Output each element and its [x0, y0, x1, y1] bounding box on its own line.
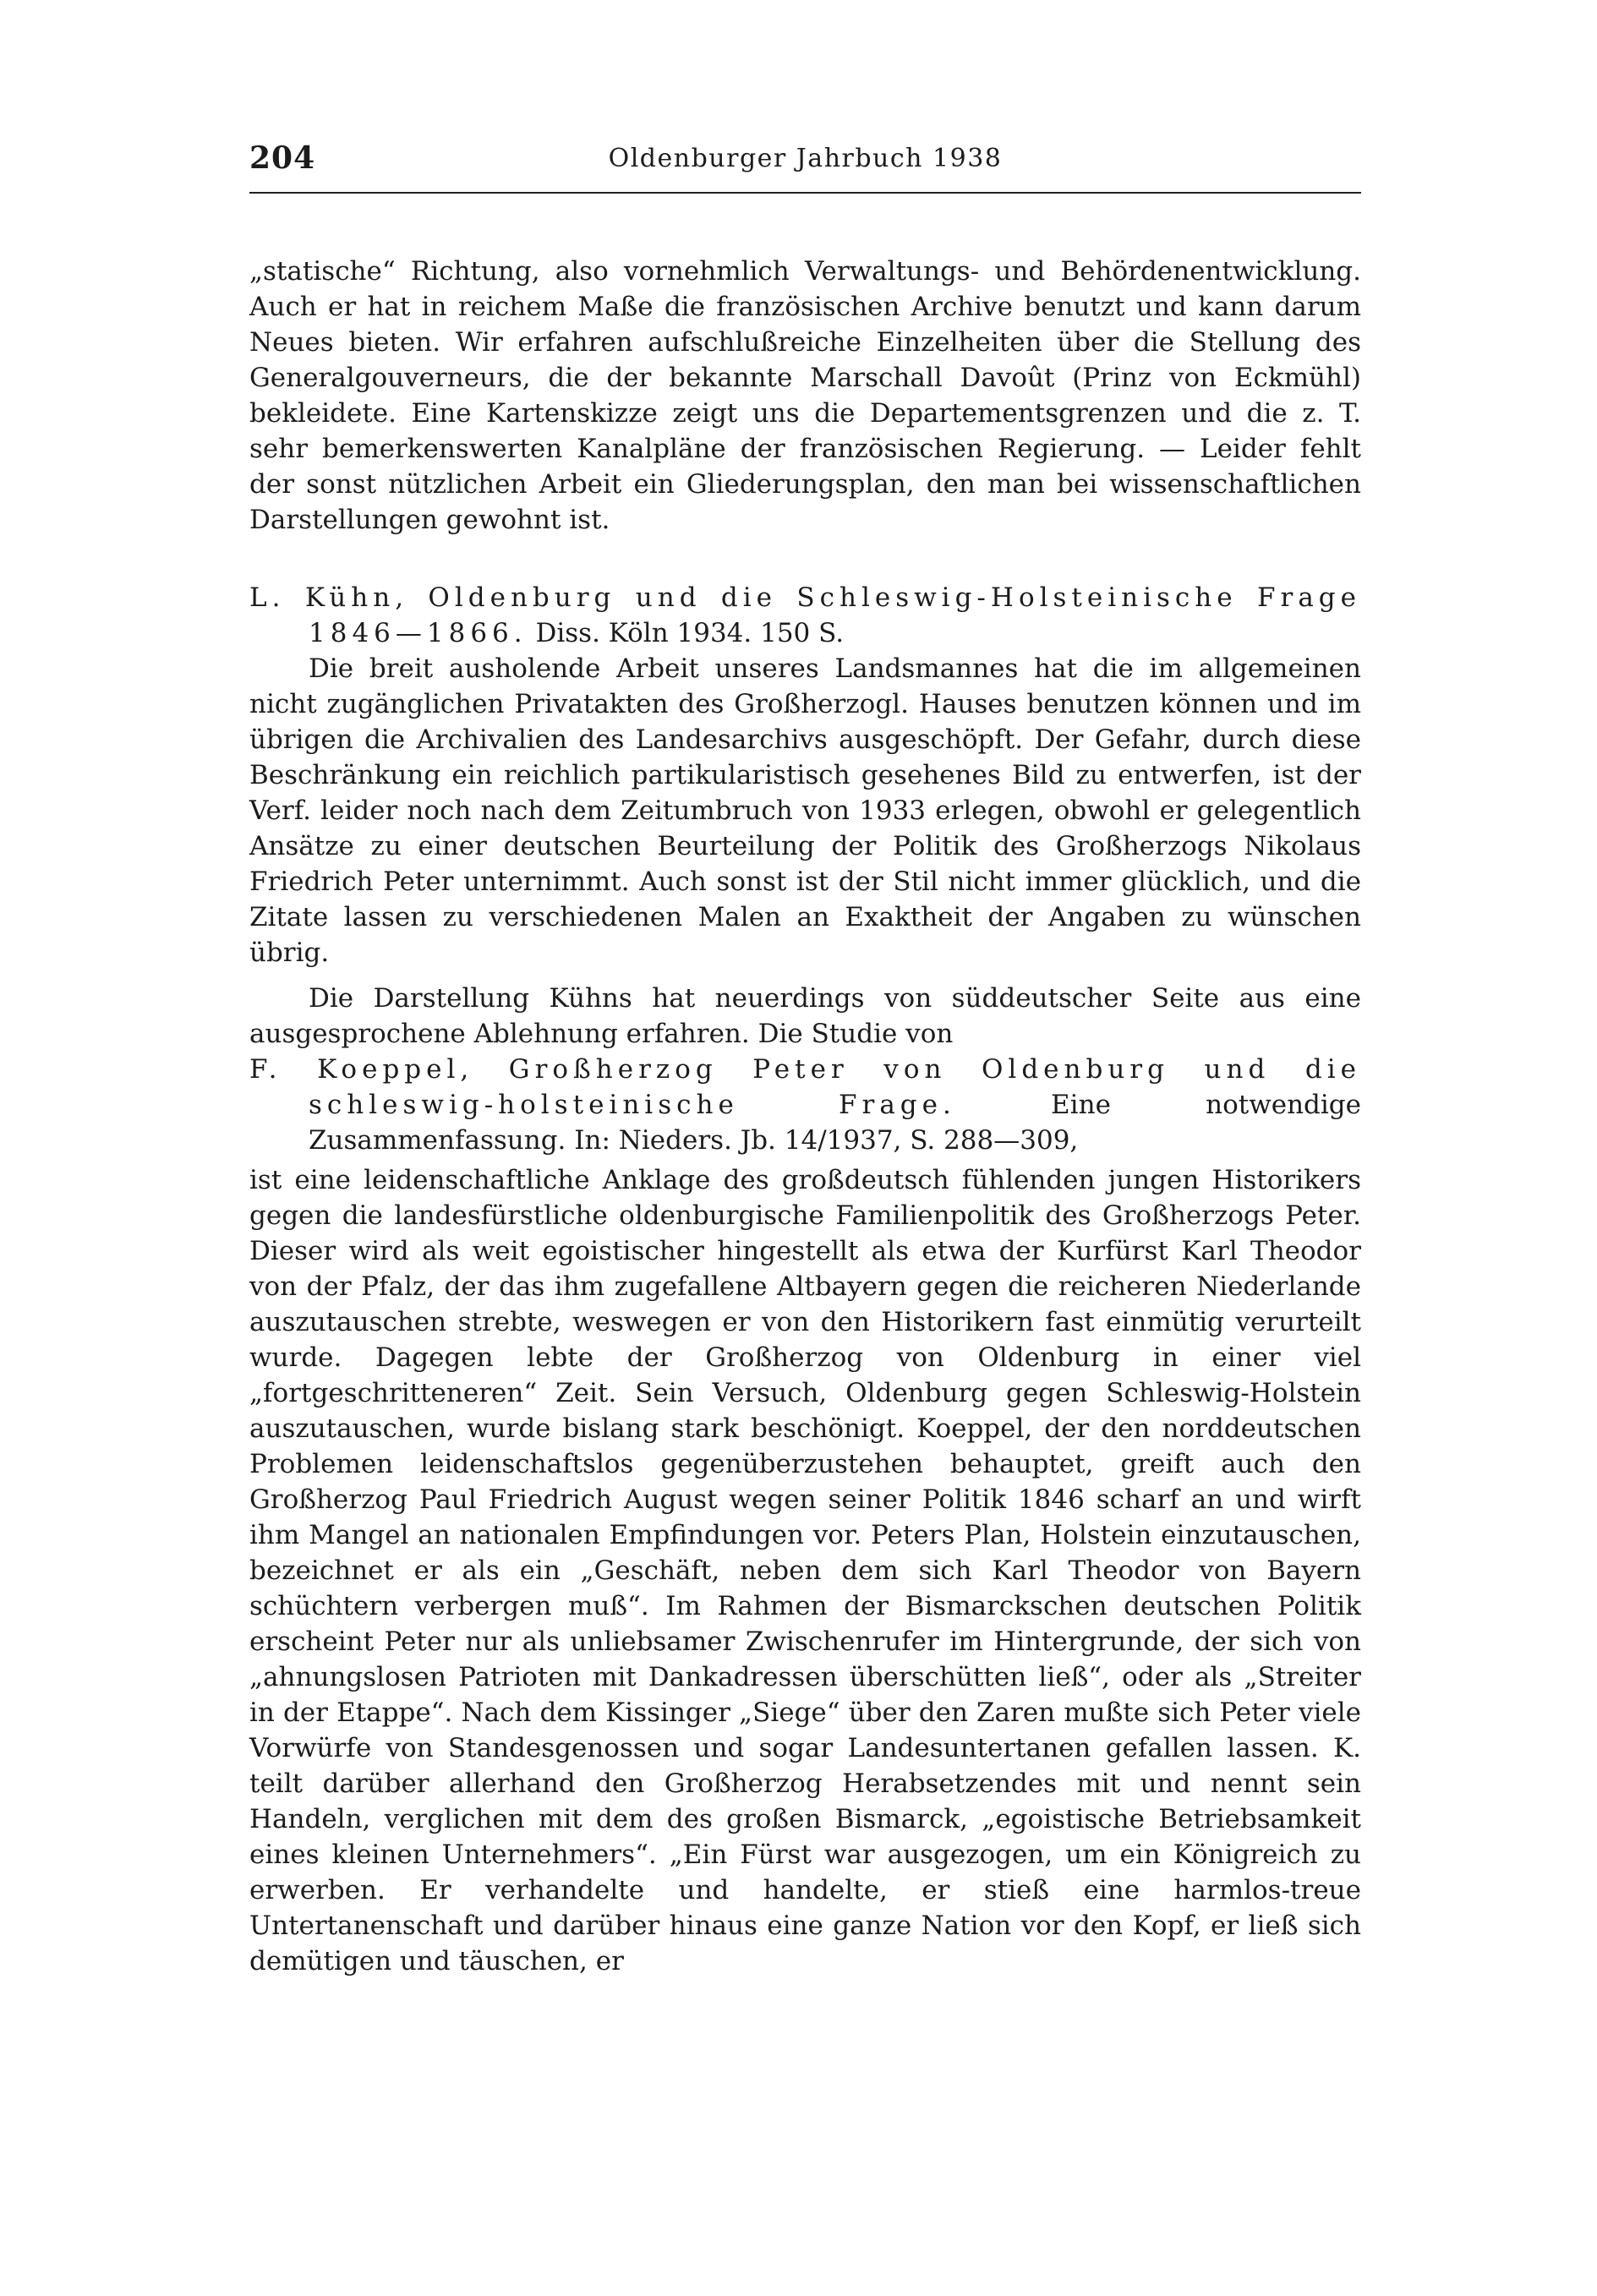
page-header [249, 135, 1361, 189]
review-kuehn [249, 580, 1361, 970]
citation-koeppel [249, 1052, 1361, 1158]
paragraph-4-block [249, 1162, 1361, 1979]
citation-kuehn-details: Diss. Köln 1934. 150 S. [527, 618, 845, 648]
page-number: 204 [249, 140, 316, 176]
book-page [249, 135, 1361, 1976]
paragraph-3: Die Darstellung Kühns hat neuerdings von süddeutscher Seite aus eine ausgesprochene Ablehnung erfahren. Die Studie von [249, 983, 1361, 1049]
header-rule [249, 192, 1361, 194]
citation-kuehn-title: L. Kühn, Oldenburg und die Schleswig-Holsteinische Frage 1846—1866. [249, 582, 1361, 648]
citation-koeppel-details: Eine notwendige Zusammenfassung. In: Nieders. Jb. 14/1937, S. 288—309, [309, 1090, 1361, 1156]
paragraph-2: Die breit ausholende Arbeit unseres Landsmannes hat die im allgemeinen nicht zugänglichen Privatakten des Großherzogl. Hauses benutzen können und im übrigen die Archivalien des Landesarchivs ausgeschöpft. Der Gefahr, durch diese Beschränkung ein reichlich partikularistisch gesehenes Bild zu entwerfen, ist der Verf. leider noch nach dem Zeitumbruch von 1933 erlegen, obwohl er gelegentlich Ansätze zu einer deutschen Beurteilung der Politik des Großherzogs Nikolaus Friedrich Peter unternimmt. Auch sonst ist der Stil nicht immer glücklich, und die Zitate lassen zu verschiedenen Malen an Exaktheit der Angaben zu wünschen übrig. [249, 653, 1361, 968]
paragraph-4: ist eine leidenschaftliche Anklage des großdeutsch fühlenden jungen Historikers gegen die landesfürstliche oldenburgische Familienpolitik des Großherzogs Peter. Dieser wird als weit egoistischer hingestellt als etwa der Kurfürst Karl Theodor von der Pfalz, der das ihm zugefallene Altbayern gegen die reicheren Niederlande auszutauschen strebte, weswegen er von den Historikern fast einmütig verurteilt wurde. Dagegen lebte der Großherzog von Oldenburg in einer viel „fortgeschritteneren“ Zeit. Sein Versuch, Oldenburg gegen Schleswig-Holstein auszutauschen, wurde bislang stark beschönigt. Koeppel, der den norddeutschen Problemen leidenschaftslos gegenüberzustehen behauptet, greift auch den Großherzog Paul Friedrich August wegen seiner Politik 1846 scharf an und wirft ihm Mangel an nationalen Empfindungen vor. Peters Plan, Holstein einzutauschen, bezeichnet er als ein „Geschäft, neben dem sich Karl Theodor von Bayern schüchtern verbergen muß“. Im Rahmen der Bismarckschen deutschen Politik erscheint Peter nur als unliebsamer Zwischenrufer im Hintergrunde, der sich von „ahnungslosen Patrioten mit Dankadressen überschütten ließ“, oder als „Streiter in der Etappe“. Nach dem Kissinger „Siege“ über den Zaren mußte sich Peter viele Vorwürfe von Standesgenossen und sogar Landesuntertanen gefallen lassen. K. teilt darüber allerhand den Großherzog Herabsetzendes mit und nennt sein Handeln, verglichen mit dem des großen Bismarck, „egoistische Betriebsamkeit eines kleinen Unternehmers“. „Ein Fürst war ausgezogen, um ein Königreich zu erwerben. Er verhandelte und handelte, er stieß eine harmlos-treue Untertanenschaft und darüber hinaus eine ganze Nation vor den Kopf, er ließ sich demütigen und täuschen, er [249, 1165, 1361, 1976]
paragraph-continuation [249, 254, 1361, 538]
citation-koeppel-title: F. Koeppel, Großherzog Peter von Oldenburg und die schleswig-holsteinische Frage. [249, 1054, 1361, 1120]
paragraph-1: „statische“ Richtung, also vornehmlich Verwaltungs- und Behördenentwicklung. Auch er hat in reichem Maße die französischen Archive benutzt und kann darum Neues bieten. Wir erfahren aufschlußreiche Einzelheiten über die Stellung des Generalgouverneurs, die der bekannte Marschall Davoût (Prinz von Eckmühl) bekleidete. Eine Kartenskizze zeigt uns die Departementsgrenzen und die z. T. sehr bemerkenswerten Kanalpläne der französischen Regierung. — Leider fehlt der sonst nützlichen Arbeit ein Gliederungsplan, den man bei wissenschaftlichen Darstellungen gewohnt ist. [249, 256, 1361, 535]
running-head: Oldenburger Jahrbuch 1938 [608, 144, 1003, 173]
review-koeppel [249, 981, 1361, 1158]
citation-kuehn [249, 580, 1361, 651]
